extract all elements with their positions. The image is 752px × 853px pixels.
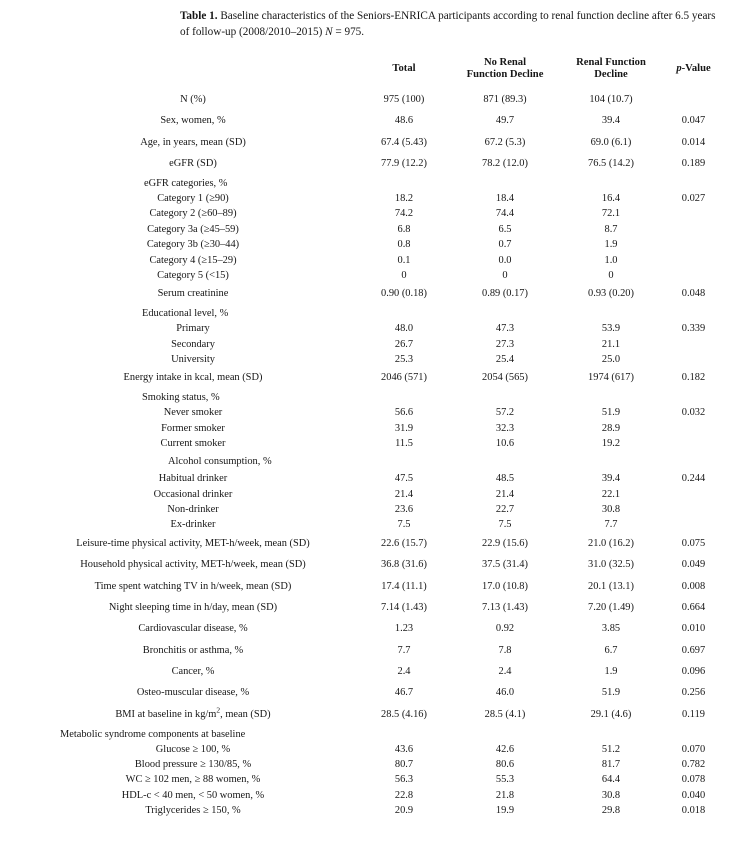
cell-p-value: [662, 304, 725, 321]
cell-p-value: [662, 268, 725, 283]
table-row: [28, 367, 725, 388]
table-row: [28, 436, 725, 451]
cell-p-value: 0.032: [681, 407, 706, 419]
table-row: [28, 89, 725, 110]
cell-p-value: 0.182: [681, 372, 706, 384]
cell-total: 80.7: [394, 759, 414, 770]
cell-renal-function-decline: 25.0: [601, 353, 621, 365]
table-group-heading-row: [28, 304, 725, 321]
table-row: [28, 132, 725, 153]
cell-no-renal-function-decline: 46.0: [495, 687, 515, 699]
cell-p-value: 0.014: [681, 136, 706, 148]
cell-no-renal-function-decline: 25.4: [495, 353, 515, 365]
cell-no-renal-function-decline: 2054 (565): [482, 372, 528, 384]
table-row: [28, 803, 725, 818]
cell-no-renal-function-decline: 42.6: [495, 743, 515, 755]
table-container: [28, 50, 725, 819]
cell-no-renal-function-decline: 18.4: [495, 193, 515, 204]
caption-n-value: = 975.: [332, 25, 365, 38]
cell-no-renal-function-decline: 0.89 (0.17): [482, 288, 528, 300]
group-heading-label: Educational level, %: [142, 308, 229, 320]
header-decline-line2: Decline: [594, 69, 628, 81]
cell-total: 17.4 (11.1): [381, 580, 427, 592]
header-label-column: [28, 50, 358, 89]
table-row: [28, 420, 725, 435]
cell-renal-function-decline: 39.4: [601, 473, 621, 485]
cell-total: 31.9: [394, 422, 414, 434]
cell-total: 48.6: [394, 115, 414, 127]
cell-renal-function-decline: 8.7: [604, 223, 618, 235]
cell-renal-function-decline: 19.2: [601, 437, 621, 449]
row-label: Blood pressure ≥ 130/85, %: [134, 759, 252, 770]
header-p-rest: -Value: [681, 63, 711, 75]
row-label: Ex-drinker: [170, 519, 216, 531]
row-label: HDL-c < 40 men, < 50 women, %: [121, 789, 265, 801]
cell-no-renal-function-decline: 78.2 (12.0): [482, 158, 528, 170]
cell-p-value: [662, 420, 725, 435]
table-row: [28, 336, 725, 351]
row-label: Triglycerides ≥ 150, %: [145, 805, 241, 817]
cell-renal-function-decline: 3.85: [601, 623, 621, 635]
row-label: Cardiovascular disease, %: [138, 623, 248, 635]
cell-total: 56.6: [394, 407, 414, 419]
caption-label: Table 1.: [180, 10, 218, 22]
table-row: [28, 283, 725, 304]
cell-no-renal-function-decline: [450, 304, 560, 321]
table-body: [28, 89, 725, 819]
table-row: [28, 597, 725, 618]
cell-renal-function-decline: 7.20 (1.49): [588, 601, 634, 613]
cell-p-value: [662, 174, 725, 191]
cell-no-renal-function-decline: [450, 388, 560, 405]
cell-renal-function-decline: 51.9: [601, 407, 621, 419]
cell-total: 23.6: [394, 504, 414, 515]
cell-p-value: [662, 725, 725, 742]
caption-text-first-line: Baseline characteristics of the Seniors-ENRICA participants according to renal function: [220, 10, 614, 22]
group-heading-label: Smoking status, %: [142, 392, 220, 404]
cell-p-value: 0.664: [681, 601, 706, 613]
cell-total: [358, 304, 450, 321]
row-label: Category 1 (≥90): [157, 193, 229, 204]
header-no-decline-line2: Function Decline: [466, 69, 544, 81]
cell-renal-function-decline: 0: [608, 269, 614, 281]
group-heading-label: eGFR categories, %: [144, 178, 228, 190]
baseline-characteristics-table: [28, 50, 725, 819]
cell-total: 21.4: [394, 488, 414, 500]
row-label: Bronchitis or asthma, %: [142, 644, 244, 656]
cell-no-renal-function-decline: 47.3: [495, 323, 515, 335]
table-row: [28, 772, 725, 787]
cell-renal-function-decline: 30.8: [601, 789, 621, 801]
table-group-heading-row: [28, 388, 725, 405]
cell-renal-function-decline: [560, 451, 662, 471]
row-label: Night sleeping time in h/day, mean (SD): [108, 601, 278, 613]
cell-no-renal-function-decline: 2.4: [498, 666, 512, 677]
table-row: [28, 704, 725, 725]
row-label: Occasional drinker: [153, 488, 233, 500]
cell-renal-function-decline: 20.1 (13.1): [588, 580, 634, 592]
cell-no-renal-function-decline: 57.2: [495, 407, 515, 419]
cell-total: 975 (100): [383, 94, 425, 105]
cell-renal-function-decline: 69.0 (6.1): [590, 136, 632, 148]
cell-no-renal-function-decline: 37.5 (31.4): [482, 559, 528, 571]
cell-no-renal-function-decline: 17.0 (10.8): [482, 580, 528, 592]
cell-p-value: 0.010: [681, 623, 706, 635]
row-label: N (%): [180, 94, 206, 105]
cell-total: 46.7: [394, 687, 414, 699]
cell-p-value: [662, 352, 725, 367]
cell-total: 67.4 (5.43): [381, 136, 427, 148]
table-row: [28, 268, 725, 283]
row-label: Glucose ≥ 100, %: [155, 743, 231, 755]
cell-total: 6.8: [397, 223, 411, 235]
cell-no-renal-function-decline: 22.7: [495, 504, 515, 515]
cell-renal-function-decline: 1974 (617): [588, 372, 634, 384]
cell-no-renal-function-decline: [450, 451, 560, 471]
cell-renal-function-decline: 16.4: [601, 193, 621, 204]
cell-renal-function-decline: 6.7: [604, 644, 618, 656]
cell-p-value: 0.075: [681, 537, 706, 549]
table-head: [28, 50, 725, 89]
cell-total: 0: [401, 269, 407, 281]
header-total-label: Total: [392, 63, 416, 75]
table-row: [28, 206, 725, 221]
table-row: [28, 153, 725, 174]
cell-p-value: [662, 222, 725, 237]
table-row: [28, 682, 725, 703]
table-row: [28, 788, 725, 803]
cell-total: 2046 (571): [381, 372, 427, 384]
cell-renal-function-decline: 7.7: [604, 519, 618, 531]
table-header-row: [28, 50, 725, 89]
row-label: Category 4 (≥15–29): [149, 254, 237, 266]
row-label: Secondary: [171, 338, 215, 350]
cell-no-renal-function-decline: 55.3: [495, 774, 515, 786]
table-row: [28, 191, 725, 206]
cell-p-value: 0.070: [681, 743, 706, 755]
cell-p-value: 0.078: [681, 774, 706, 786]
header-no-decline-line1: No Renal: [483, 56, 527, 68]
row-label: Leisure-time physical activity, MET-h/week, mean (SD): [76, 537, 310, 549]
cell-no-renal-function-decline: 871 (89.3): [483, 94, 527, 105]
cell-renal-function-decline: 0.93 (0.20): [588, 288, 634, 300]
cell-renal-function-decline: 21.1: [601, 338, 621, 350]
table-row: [28, 237, 725, 252]
cell-renal-function-decline: 1.9: [604, 666, 618, 677]
cell-no-renal-function-decline: 21.8: [495, 789, 515, 801]
cell-p-value: 0.027: [681, 193, 706, 204]
cell-total: 47.5: [394, 473, 414, 485]
cell-no-renal-function-decline: 74.4: [495, 208, 515, 220]
cell-total: 11.5: [395, 437, 413, 449]
cell-no-renal-function-decline: 28.5 (4.1): [484, 708, 526, 720]
cell-renal-function-decline: 22.1: [601, 488, 621, 500]
cell-renal-function-decline: [560, 174, 662, 191]
cell-renal-function-decline: 21.0 (16.2): [588, 537, 634, 549]
table-row: [28, 575, 725, 596]
cell-renal-function-decline: 30.8: [601, 504, 621, 515]
cell-no-renal-function-decline: 21.4: [495, 488, 515, 500]
cell-no-renal-function-decline: 22.9 (15.6): [482, 537, 528, 549]
cell-no-renal-function-decline: 48.5: [495, 473, 515, 485]
header-p-italic: p: [676, 63, 682, 75]
row-label: Sex, women, %: [160, 115, 226, 127]
table-row: [28, 321, 725, 336]
cell-renal-function-decline: 51.2: [601, 743, 621, 755]
cell-p-value: 0.048: [681, 288, 706, 300]
row-label: WC ≥ 102 men, ≥ 88 women, %: [125, 774, 261, 786]
cell-p-value: [662, 436, 725, 451]
group-heading-label: Alcohol consumption, %: [168, 455, 272, 467]
cell-p-value: 0.782: [681, 759, 706, 770]
cell-no-renal-function-decline: 0.0: [498, 254, 512, 266]
cell-no-renal-function-decline: 32.3: [495, 422, 515, 434]
cell-total: [358, 725, 450, 742]
cell-renal-function-decline: 81.7: [601, 759, 621, 770]
cell-renal-function-decline: 28.9: [601, 422, 621, 434]
table-row: [28, 639, 725, 660]
table-row: [28, 618, 725, 639]
cell-p-value: 0.040: [681, 789, 706, 801]
cell-no-renal-function-decline: 7.13 (1.43): [482, 601, 528, 613]
cell-renal-function-decline: 29.1 (4.6): [590, 708, 632, 720]
document-page: [0, 9, 752, 853]
row-label: Primary: [176, 323, 210, 335]
cell-total: 2.4: [397, 666, 411, 677]
cell-no-renal-function-decline: [450, 725, 560, 742]
row-label: BMI at baseline in $kg/m^2$, mean (SD): [115, 705, 271, 720]
cell-p-value: [662, 237, 725, 252]
cell-total: 1.23: [394, 623, 414, 635]
cell-total: 22.6 (15.7): [381, 537, 427, 549]
table-group-heading-row: [28, 725, 725, 742]
table-row: [28, 252, 725, 267]
table-row: [28, 554, 725, 575]
header-decline-line1: Renal Function: [576, 56, 646, 68]
cell-p-value: 0.049: [681, 559, 706, 571]
header-p-value: [662, 50, 725, 89]
table-row: [28, 757, 725, 772]
cell-no-renal-function-decline: 7.5: [498, 519, 512, 531]
row-label: Category 2 (≥60–89): [149, 208, 237, 220]
cell-total: [358, 174, 450, 191]
table-group-heading-row: [28, 174, 725, 191]
cell-total: 25.3: [394, 353, 414, 365]
header-renal-function-decline: [560, 50, 662, 89]
cell-renal-function-decline: 104 (10.7): [589, 94, 633, 105]
row-label: Former smoker: [161, 422, 225, 434]
row-label: Time spent watching TV in h/week, mean (SD): [94, 580, 292, 592]
cell-p-value: 0.189: [681, 158, 706, 170]
cell-renal-function-decline: 64.4: [601, 774, 621, 786]
cell-renal-function-decline: 1.0: [604, 254, 618, 266]
table-row: [28, 471, 725, 486]
cell-renal-function-decline: 39.4: [601, 115, 621, 127]
cell-renal-function-decline: 29.8: [601, 805, 621, 817]
table-row: [28, 405, 725, 420]
cell-renal-function-decline: 31.0 (32.5): [588, 559, 634, 571]
caption-n-symbol: N: [325, 25, 333, 38]
cell-total: 56.3: [394, 774, 414, 786]
row-label: Current smoker: [160, 437, 226, 449]
cell-no-renal-function-decline: 6.5: [498, 223, 512, 235]
row-label: Non-drinker: [167, 504, 219, 515]
table-row: [28, 502, 725, 517]
cell-total: 0.90 (0.18): [381, 288, 427, 300]
cell-renal-function-decline: [560, 725, 662, 742]
cell-p-value: 0.008: [681, 580, 706, 592]
cell-no-renal-function-decline: 67.2 (5.3): [484, 136, 526, 148]
row-label: Category 5 (<15): [157, 269, 229, 281]
row-label: Energy intake in kcal, mean (SD): [123, 372, 263, 384]
cell-p-value: [662, 336, 725, 351]
cell-no-renal-function-decline: 0.92: [495, 623, 515, 635]
caption-text-second-line: decline after 6.5 years of follow-up (2008/2010–2015): [180, 10, 716, 38]
table-row: [28, 741, 725, 756]
cell-renal-function-decline: 51.9: [601, 687, 621, 699]
cell-p-value: [662, 252, 725, 267]
row-label: Cancer, %: [171, 666, 215, 677]
row-label: Never smoker: [163, 407, 223, 419]
table-row: [28, 517, 725, 532]
cell-no-renal-function-decline: 19.9: [495, 805, 515, 817]
cell-p-value: [662, 388, 725, 405]
cell-no-renal-function-decline: 10.6: [495, 437, 515, 449]
cell-total: 43.6: [394, 743, 414, 755]
table-row: [28, 661, 725, 682]
cell-total: 7.7: [397, 644, 411, 656]
table-row: [28, 110, 725, 131]
cell-p-value: [662, 517, 725, 532]
row-label: Osteo-muscular disease, %: [136, 687, 250, 699]
table-group-heading-row: [28, 451, 725, 471]
table-caption: [180, 9, 725, 41]
cell-p-value: 0.339: [681, 323, 706, 335]
cell-no-renal-function-decline: 80.6: [495, 759, 515, 770]
cell-total: 26.7: [394, 338, 414, 350]
cell-no-renal-function-decline: 27.3: [495, 338, 515, 350]
header-total: [358, 50, 450, 89]
cell-total: 20.9: [394, 805, 414, 817]
cell-renal-function-decline: 76.5 (14.2): [588, 158, 634, 170]
cell-total: 36.8 (31.6): [381, 559, 427, 571]
cell-p-value: 0.244: [681, 473, 706, 485]
cell-p-value: 0.119: [682, 708, 705, 720]
cell-renal-function-decline: 53.9: [601, 323, 621, 335]
cell-total: 0.1: [397, 254, 411, 266]
cell-total: 74.2: [394, 208, 414, 220]
row-label: Serum creatinine: [157, 288, 229, 300]
cell-no-renal-function-decline: 0: [502, 269, 508, 281]
row-label: Age, in years, mean (SD): [140, 136, 246, 148]
table-row: [28, 533, 725, 554]
cell-total: 7.14 (1.43): [381, 601, 427, 613]
cell-total: [358, 388, 450, 405]
cell-p-value: 0.697: [681, 644, 706, 656]
row-label: University: [171, 353, 215, 365]
row-label: Category 3a (≥45–59): [147, 223, 239, 235]
cell-total: 77.9 (12.2): [381, 158, 427, 170]
cell-p-value: [662, 486, 725, 501]
cell-p-value: [662, 502, 725, 517]
cell-no-renal-function-decline: 0.7: [498, 239, 512, 251]
cell-total: 0.8: [397, 239, 411, 251]
cell-p-value: 0.096: [681, 666, 706, 677]
cell-renal-function-decline: [560, 388, 662, 405]
header-no-renal-function-decline: [450, 50, 560, 89]
cell-total: 7.5: [397, 519, 411, 531]
cell-renal-function-decline: 1.9: [604, 239, 618, 251]
cell-renal-function-decline: [560, 304, 662, 321]
table-row: [28, 486, 725, 501]
cell-no-renal-function-decline: [450, 174, 560, 191]
cell-no-renal-function-decline: 7.8: [498, 644, 512, 656]
row-label: Household physical activity, MET-h/week, mean (SD): [80, 559, 306, 571]
cell-p-value: [662, 89, 725, 110]
cell-p-value: [662, 451, 725, 471]
row-label: eGFR (SD): [169, 158, 217, 170]
cell-total: 28.5 (4.16): [381, 708, 427, 720]
cell-total: 48.0: [394, 323, 414, 335]
cell-total: 22.8: [394, 789, 414, 801]
table-row: [28, 222, 725, 237]
row-label: Habitual drinker: [158, 473, 228, 485]
row-label: Category 3b (≥30–44): [146, 239, 240, 251]
cell-p-value: 0.256: [681, 687, 706, 699]
table-row: [28, 352, 725, 367]
cell-total: 18.2: [394, 193, 414, 204]
group-heading-label: Metabolic syndrome components at baseline: [60, 728, 246, 740]
cell-total: [358, 451, 450, 471]
cell-p-value: [662, 206, 725, 221]
cell-no-renal-function-decline: 49.7: [495, 115, 515, 127]
cell-p-value: 0.047: [681, 115, 706, 127]
cell-renal-function-decline: 72.1: [601, 208, 621, 220]
cell-p-value: 0.018: [681, 805, 706, 817]
